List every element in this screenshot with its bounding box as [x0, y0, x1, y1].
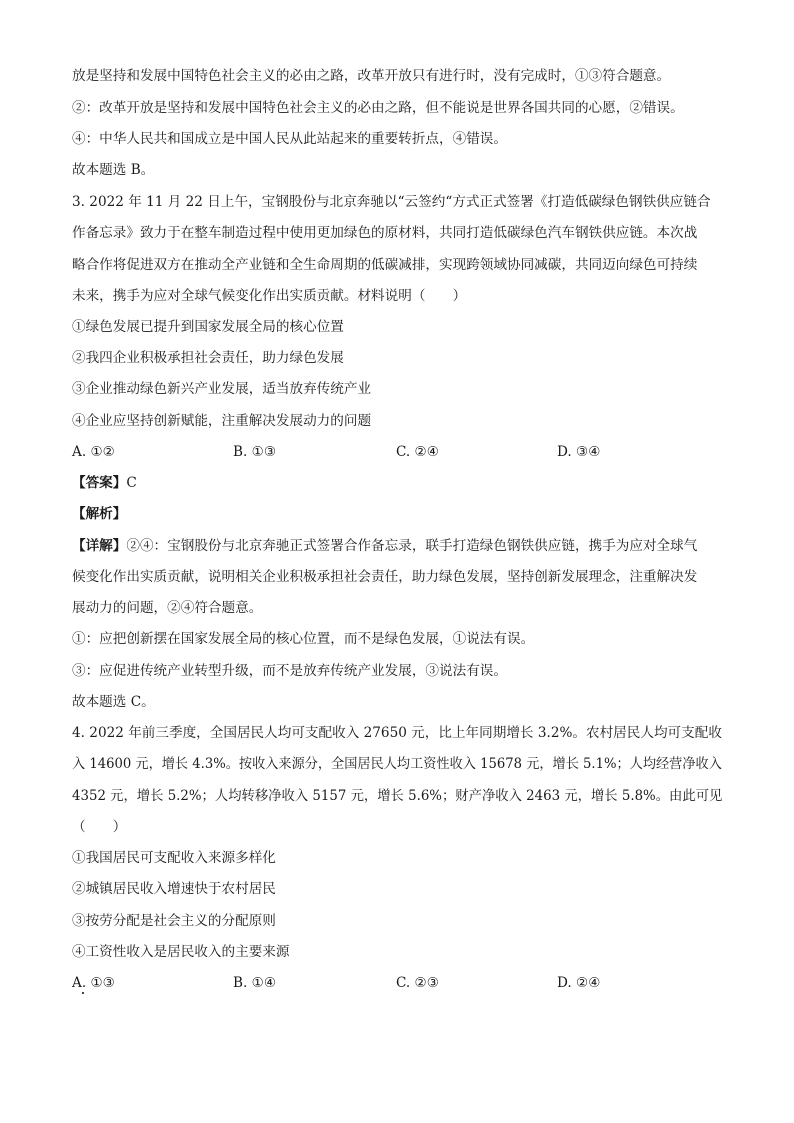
q3-detail-line: ③：应促进传统产业转型升级，而不是放弃传统产业发展，③说法有误。: [72, 663, 507, 679]
analysis-tag: 【解析】: [72, 506, 127, 522]
q4-option-b: B. ①④: [233, 975, 277, 991]
q3-statement-2: ②我四企业积极承担社会责任，助力绿色发展: [72, 350, 344, 366]
prev-conclusion: 故本题选 B。: [72, 162, 155, 178]
prev-explanation-line: ②：改革开放是坚持和发展中国特色社会主义的必由之路，但不能说是世界各国共同的心愿，②错误。: [72, 100, 684, 116]
detail-tag: 【详解】: [72, 538, 127, 554]
stray-dot-mark: [82, 992, 84, 994]
q3-statement-3: ③企业推动绿色新兴产业发展，适当放弃传统产业: [72, 381, 372, 397]
q3-stem-line: 作备忘录》致力于在整车制造过程中使用更加绿色的原材料，共同打造低碳绿色汽车钢铁供应链。本次战: [72, 225, 698, 241]
q3-conclusion: 故本题选 C。: [72, 694, 155, 710]
q4-statement-4: ④工资性收入是居民收入的主要来源: [72, 944, 290, 960]
q3-answer: [72, 473, 137, 493]
q3-statement-4: ④企业应坚持创新赋能，注重解决发展动力的问题: [72, 413, 372, 429]
prev-explanation-line: ④：中华人民共和国成立是中国人民从此站起来的重要转折点，④错误。: [72, 131, 507, 147]
q3-detail-line: 候变化作出实质贡献，说明相关企业积极承担社会责任，助力绿色发展，坚持创新发展理念，注重解决发: [72, 569, 698, 585]
prev-explanation-line: 放是坚持和发展中国特色社会主义的必由之路，改革开放只有进行时，没有完成时，①③符合题意。: [72, 68, 671, 84]
q4-stem-line: 入 14600 元，增长 4.3%。按收入来源分，全国居民人均工资性收入 15678 元，增长 5.1%；人均经营净收入: [72, 756, 722, 772]
q3-option-c: C. ②④: [396, 444, 439, 460]
q4-statement-2: ②城镇居民收入增速快于农村居民: [72, 881, 276, 897]
q3-option-a: A. ①②: [72, 444, 115, 460]
q3-option-d: D. ③④: [557, 444, 601, 460]
q3-stem-line: 3. 2022 年 11 月 22 日上午，宝钢股份与北京奔驰以“云签约“方式正式签署《打造低碳绿色钢铁供应链合: [72, 194, 711, 210]
q4-statement-3: ③按劳分配是社会主义的分配原则: [72, 913, 276, 929]
q4-option-a: A. ①③: [72, 975, 115, 991]
q4-option-d: D. ②④: [557, 975, 601, 991]
answer-value: C: [126, 475, 137, 491]
answer-tag: 【答案】: [72, 475, 127, 491]
q3-detail-line: ①：应把创新摆在国家发展全局的核心位置，而不是绿色发展，①说法有误。: [72, 631, 535, 647]
detail-text: ②④：宝钢股份与北京奔驰正式签署合作备忘录，联手打造绿色钢铁供应链，携手为应对全球气: [126, 538, 698, 554]
q3-stem-line: 略合作将促进双方在推动全产业链和全生命周期的低碳减排，实现跨领域协同减碳，共同迈向绿色可持续: [72, 257, 698, 273]
q4-option-c: C. ②③: [396, 975, 439, 991]
q4-stem-line: （ ）: [72, 819, 127, 835]
q4-stem-line: 4. 2022 年前三季度，全国居民人均可支配收入 27650 元，比上年同期增长 3.2%。农村居民人均可支配收: [72, 725, 722, 741]
q4-stem-line: 4352 元，增长 5.2%；人均转移净收入 5157 元，增长 5.6%；财产净收入 2463 元，增长 5.8%。由此可见: [72, 788, 723, 804]
q3-detail-line: [72, 536, 697, 556]
q3-option-b: B. ①③: [233, 444, 277, 460]
q3-detail-line: 展动力的问题，②④符合题意。: [72, 600, 263, 616]
q3-statement-1: ①绿色发展已提升到国家发展全局的核心位置: [72, 319, 344, 335]
q3-stem-line: 未来，携手为应对全球气候变化作出实质贡献。材料说明（ ）: [72, 288, 467, 304]
q4-statement-1: ①我国居民可支配收入来源多样化: [72, 850, 276, 866]
